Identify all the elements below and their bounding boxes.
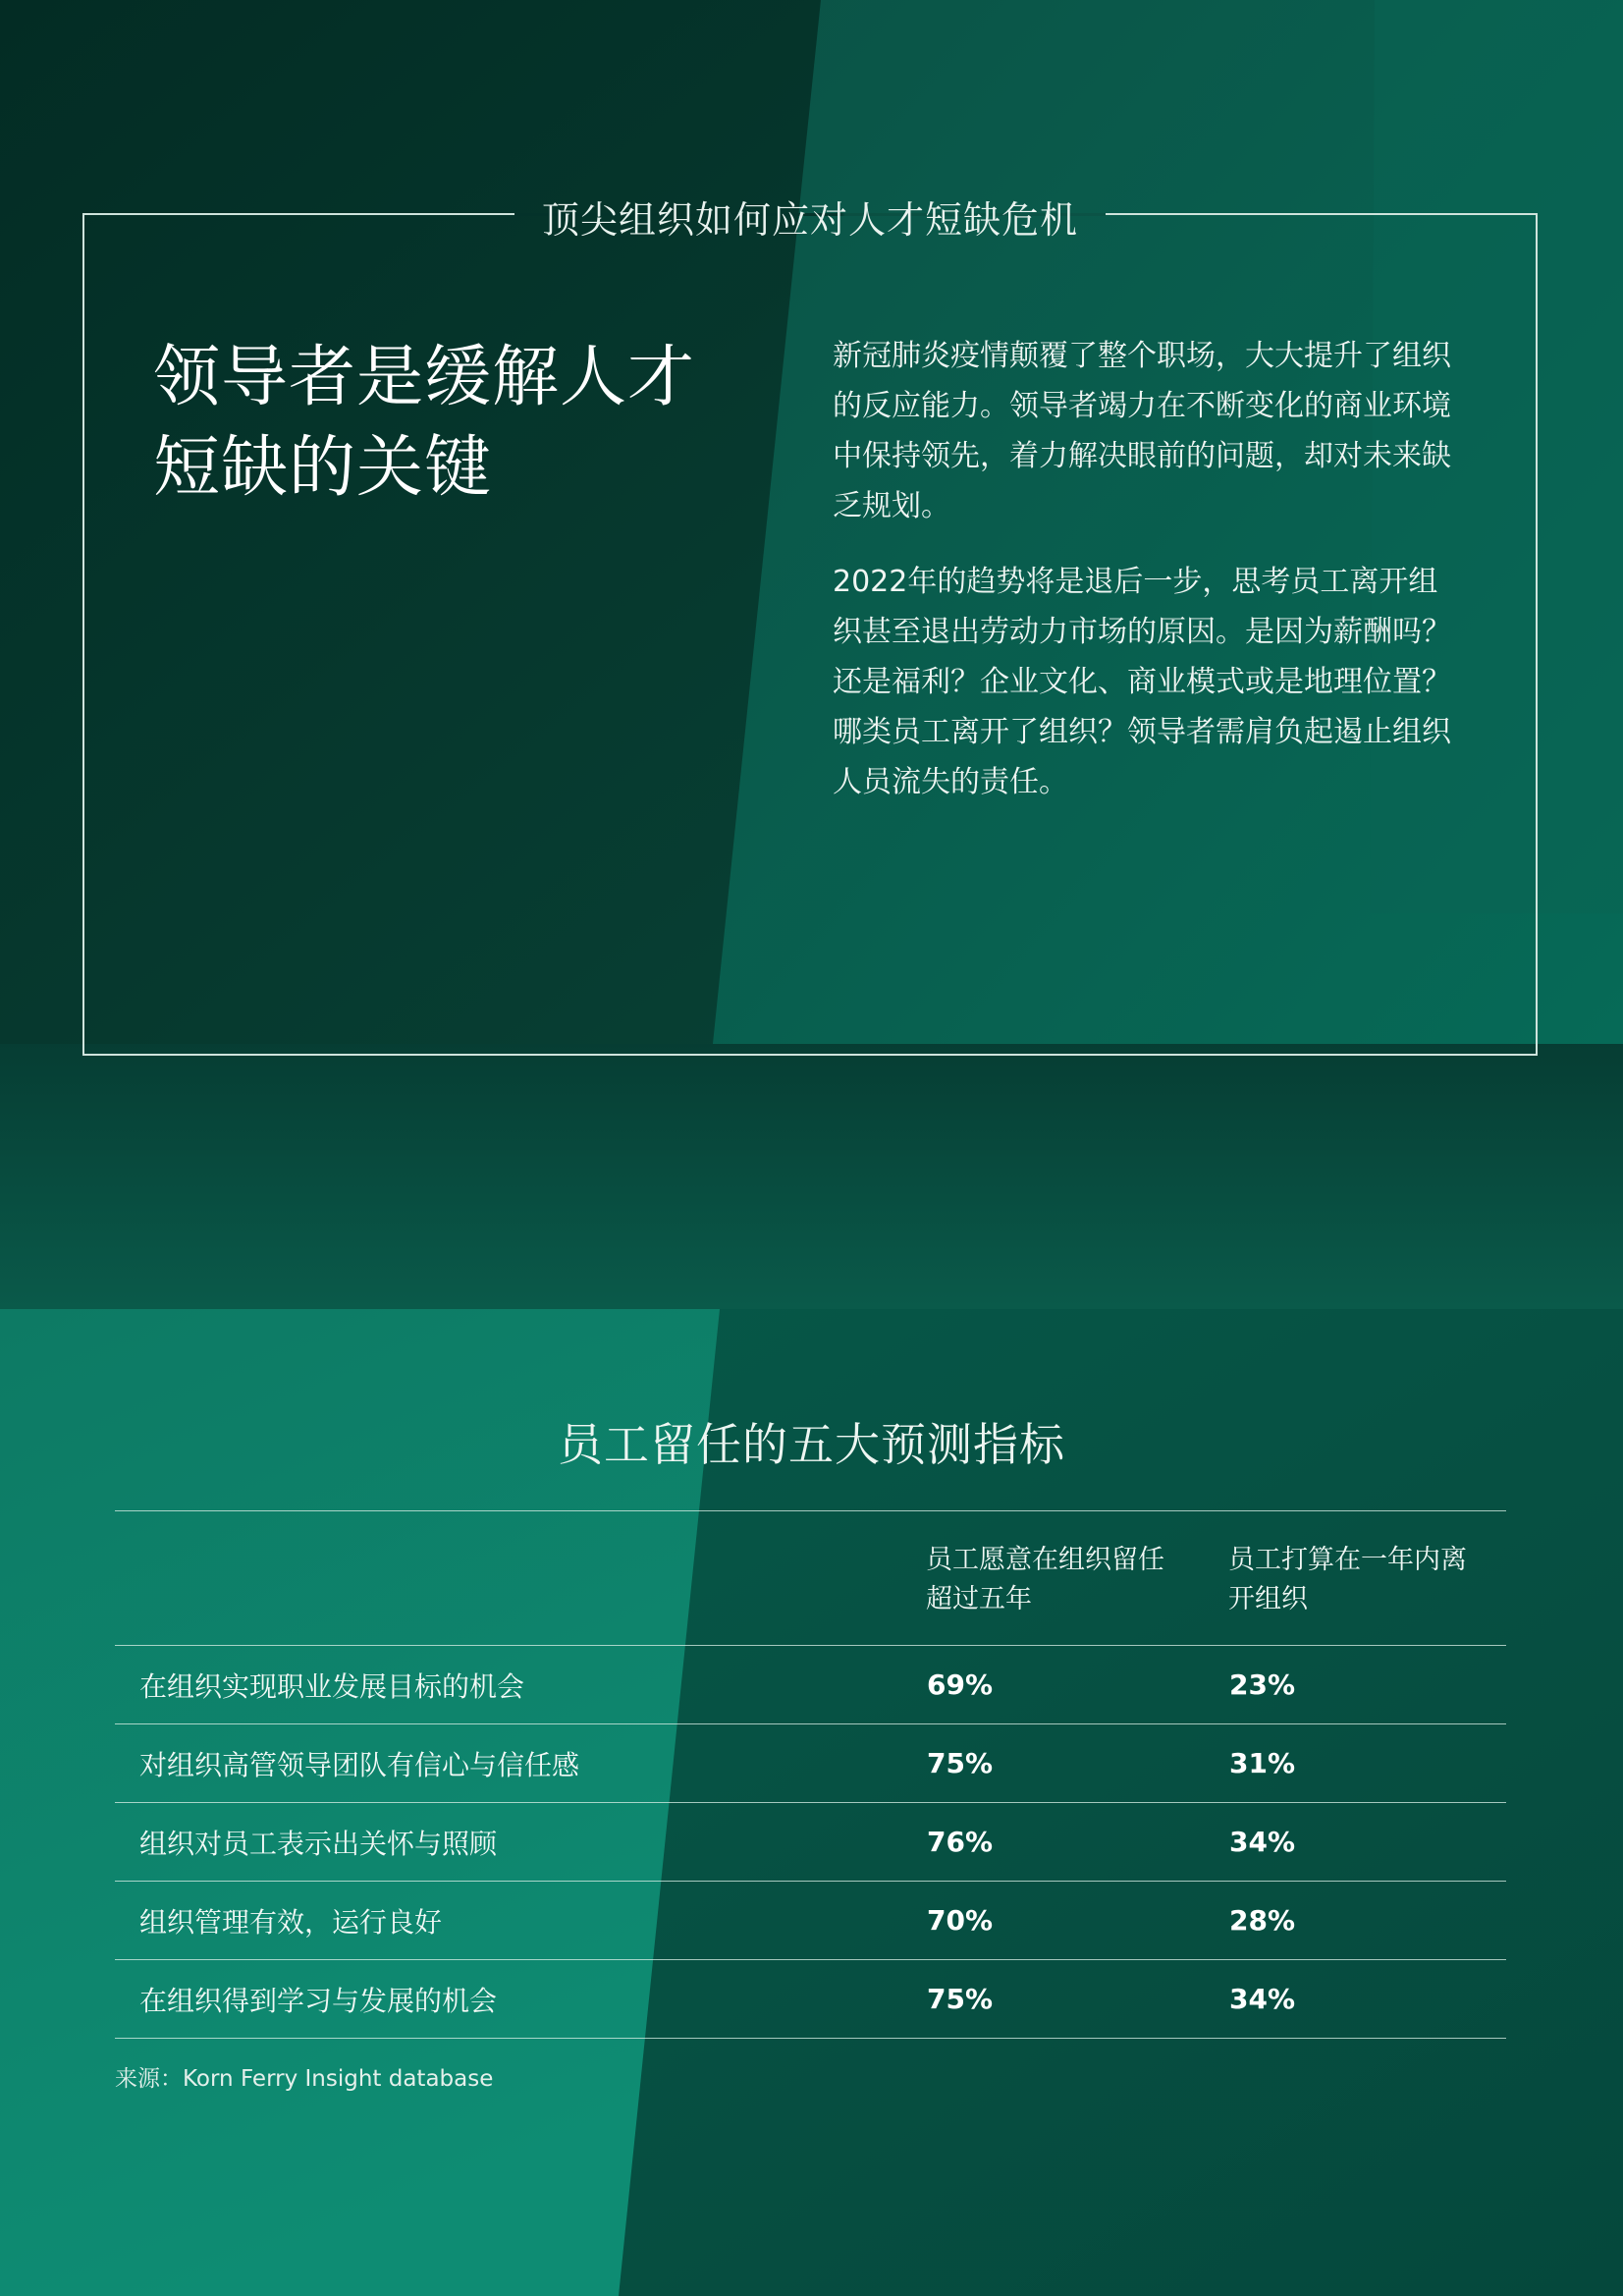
retention-table xyxy=(115,1510,1506,2039)
header-stay xyxy=(926,1511,1228,1646)
table-row xyxy=(115,1646,1506,1724)
leave-value: 34% xyxy=(1229,1983,1296,2015)
intro-body xyxy=(833,331,1461,833)
row-label: 对组织高管领导团队有信心与信任感 xyxy=(139,1748,580,1781)
table-header-row xyxy=(115,1511,1506,1646)
header-stay-text: 员工愿意在组织留任超过五年 xyxy=(926,1545,1164,1614)
leave-value: 31% xyxy=(1229,1747,1296,1779)
table-row xyxy=(115,1803,1506,1882)
header-empty xyxy=(115,1511,926,1646)
source-note: 来源：Korn Ferry Insight database xyxy=(115,2066,494,2092)
row-label: 组织对员工表示出关怀与照顾 xyxy=(139,1827,498,1860)
leave-value: 34% xyxy=(1229,1826,1296,1858)
headline: 领导者是缓解人才短缺的关键 xyxy=(153,339,696,507)
table-title: 员工留任的五大预测指标 xyxy=(558,1418,1065,1471)
table-row xyxy=(115,1960,1506,2039)
row-label: 在组织实现职业发展目标的机会 xyxy=(139,1669,525,1703)
stay-value: 75% xyxy=(927,1983,994,2015)
header-leave xyxy=(1228,1511,1506,1646)
table-row xyxy=(115,1882,1506,1960)
leave-value: 23% xyxy=(1229,1668,1296,1701)
intro-paragraph: 新冠肺炎疫情颠覆了整个职场，大大提升了组织的反应能力。领导者竭力在不断变化的商业环境中保持领先，着力解决眼前的问题，却对未来缺乏规划。 xyxy=(833,339,1451,523)
leave-value: 28% xyxy=(1229,1904,1296,1937)
stay-value: 69% xyxy=(927,1668,994,1701)
stay-value: 76% xyxy=(927,1826,994,1858)
frame-title: 顶尖组织如何应对人才短缺危机 xyxy=(541,198,1079,242)
table-row xyxy=(115,1724,1506,1803)
row-label: 在组织得到学习与发展的机会 xyxy=(139,1984,498,2017)
stay-value: 70% xyxy=(927,1904,994,1937)
intro-paragraph: 2022年的趋势将是退后一步，思考员工离开组织甚至退出劳动力市场的原因。是因为薪酬吗？还是福利？企业文化、商业模式或是地理位置？哪类员工离开了组织？领导者需肩负起遏止组织人员流失的责任。 xyxy=(833,565,1451,799)
intro-frame xyxy=(82,198,1538,1056)
row-label: 组织管理有效，运行良好 xyxy=(139,1905,443,1939)
stay-value: 75% xyxy=(927,1747,994,1779)
header-leave-text: 员工打算在一年内离开组织 xyxy=(1228,1545,1467,1614)
